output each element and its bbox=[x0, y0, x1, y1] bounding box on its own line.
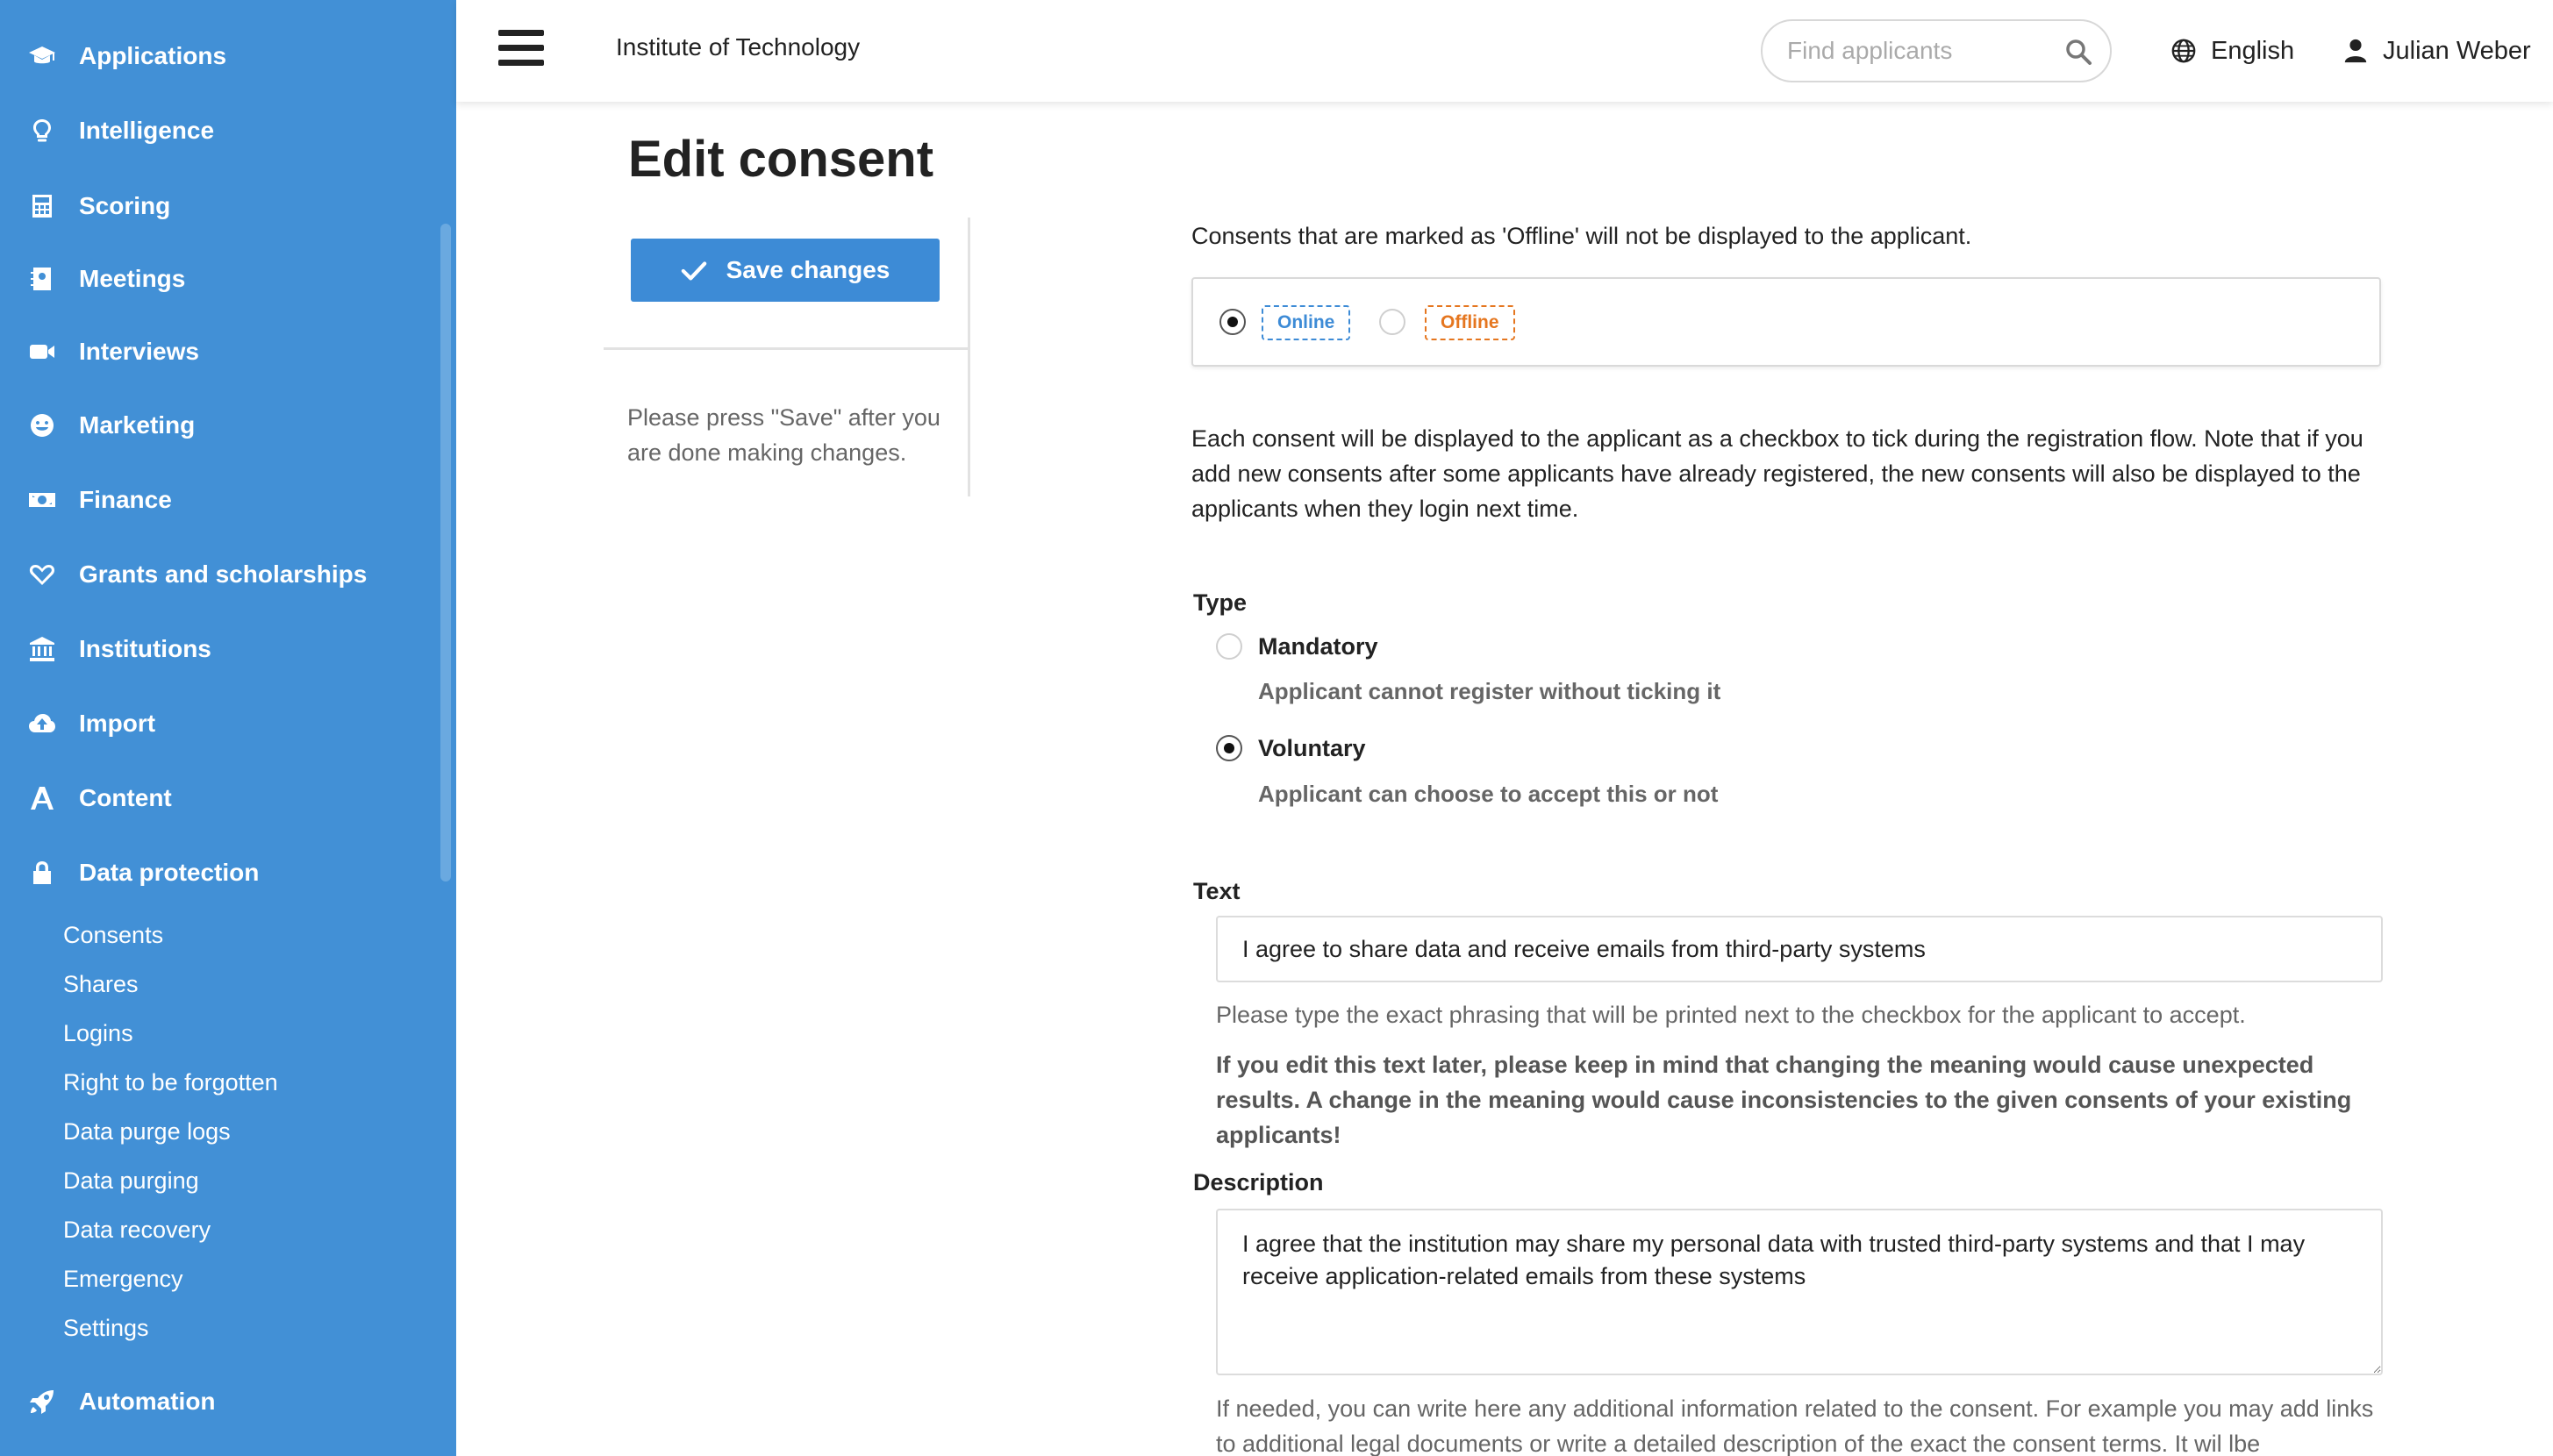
sidebar-item-label: Grants and scholarships bbox=[79, 560, 368, 588]
lock-icon bbox=[25, 855, 60, 890]
user-name: Julian Weber bbox=[2383, 36, 2531, 65]
sidebar-item-institutions[interactable] bbox=[25, 623, 211, 675]
sidebar-item-content[interactable] bbox=[25, 772, 172, 824]
description-textarea[interactable] bbox=[1216, 1209, 2383, 1375]
sidebar-item-finance[interactable] bbox=[25, 474, 172, 526]
language-selector[interactable] bbox=[2170, 26, 2294, 75]
sidebar-item-scoring[interactable] bbox=[25, 180, 170, 232]
voluntary-label[interactable]: Voluntary bbox=[1258, 735, 1366, 761]
smiley-icon bbox=[25, 408, 60, 443]
sidebar-item-label: Marketing bbox=[79, 411, 196, 439]
save-button[interactable] bbox=[631, 239, 940, 302]
sidebar-subitem-data-purging[interactable]: Data purging bbox=[63, 1167, 199, 1194]
sidebar-item-label: Content bbox=[79, 784, 172, 811]
organization-name: Institute of Technology bbox=[616, 33, 861, 61]
sidebar-subitem-settings[interactable]: Settings bbox=[63, 1314, 149, 1341]
money-bill-icon bbox=[25, 482, 60, 517]
sidebar-item-label: Finance bbox=[79, 486, 172, 513]
voluntary-radio[interactable] bbox=[1216, 735, 1242, 761]
sidebar-item-automation[interactable] bbox=[25, 1375, 216, 1428]
offline-badge[interactable]: Offline bbox=[1425, 305, 1515, 340]
text-help: Please type the exact phrasing that will be printed next to the checkbox for the applicant to accept. bbox=[1216, 1002, 2246, 1028]
sidebar-subitem-shares[interactable]: Shares bbox=[63, 970, 139, 997]
hamburger-menu-icon[interactable] bbox=[498, 30, 544, 70]
sidebar-item-label: Interviews bbox=[79, 338, 199, 365]
sidebar-subitem-right-to-be-forgotten[interactable]: Right to be forgotten bbox=[63, 1068, 278, 1096]
user-icon bbox=[2342, 38, 2369, 64]
mandatory-help: Applicant cannot register without ticking it bbox=[1258, 678, 1721, 704]
divider bbox=[968, 218, 970, 496]
text-label: Text bbox=[1193, 878, 1241, 904]
sidebar-item-label: Intelligence bbox=[79, 117, 215, 144]
description-help: If needed, you can write here any additional information related to the consent. For example you may add links to additional legal documents or write a detailed description of the exact the consent terms. It wil lbe bbox=[1216, 1395, 2374, 1456]
status-intro: Consents that are marked as 'Offline' will not be displayed to the applicant. bbox=[1191, 223, 1972, 249]
sidebar-item-label: Applications bbox=[79, 42, 227, 69]
address-book-icon bbox=[25, 261, 60, 296]
heart-icon bbox=[25, 557, 60, 592]
rocket-icon bbox=[25, 1384, 60, 1419]
video-camera-icon bbox=[25, 334, 60, 369]
lightbulb-icon bbox=[25, 113, 60, 148]
sidebar-item-meetings[interactable] bbox=[25, 253, 185, 305]
consent-text-input[interactable] bbox=[1216, 916, 2383, 982]
sidebar-item-applications[interactable] bbox=[25, 30, 226, 82]
sidebar-item-label: Automation bbox=[79, 1388, 216, 1415]
search-box bbox=[1761, 19, 2112, 82]
sidebar-item-label: Data protection bbox=[79, 859, 260, 886]
checkmark-icon bbox=[681, 257, 707, 283]
mandatory-label[interactable]: Mandatory bbox=[1258, 633, 1378, 660]
description-label: Description bbox=[1193, 1169, 1324, 1195]
search-icon[interactable] bbox=[2064, 38, 2092, 66]
globe-icon bbox=[2170, 38, 2197, 64]
sidebar-item-intelligence[interactable] bbox=[25, 104, 214, 157]
sidebar-subitem-logins[interactable]: Logins bbox=[63, 1019, 133, 1046]
info-paragraph: Each consent will be displayed to the applicant as a checkbox to tick during the registration flow. Note that if you add new consents after some applicants have already registered, the new consents will also be displayed to the applicants when they login next time. bbox=[1191, 425, 2363, 522]
top-header bbox=[456, 0, 2553, 102]
save-hint: Please press "Save" after you are done making changes. bbox=[627, 404, 940, 466]
sidebar-item-label: Meetings bbox=[79, 265, 186, 292]
divider bbox=[604, 347, 968, 350]
search-input[interactable] bbox=[1787, 33, 2050, 68]
sidebar-item-label: Import bbox=[79, 710, 156, 737]
cloud-upload-icon bbox=[25, 706, 60, 741]
sidebar-item-label: Institutions bbox=[79, 635, 211, 662]
type-label: Type bbox=[1193, 589, 1248, 616]
page-title: Edit consent bbox=[628, 131, 934, 188]
voluntary-help: Applicant can choose to accept this or not bbox=[1258, 781, 1719, 807]
font-icon bbox=[25, 781, 60, 816]
language-label: English bbox=[2211, 36, 2295, 65]
status-online-radio[interactable] bbox=[1219, 309, 1246, 335]
sidebar-scrollbar[interactable] bbox=[440, 224, 451, 881]
calculator-icon bbox=[25, 189, 60, 224]
online-badge[interactable]: Online bbox=[1262, 305, 1350, 340]
mandatory-radio[interactable] bbox=[1216, 633, 1242, 660]
sidebar-subitem-data-recovery[interactable]: Data recovery bbox=[63, 1216, 211, 1243]
save-button-label: Save changes bbox=[726, 256, 890, 283]
sidebar-subitem-emergency[interactable]: Emergency bbox=[63, 1265, 183, 1292]
sidebar-item-interviews[interactable] bbox=[25, 325, 199, 378]
status-selector bbox=[1191, 277, 2381, 367]
sidebar bbox=[0, 0, 456, 1456]
sidebar-subitem-consents[interactable]: Consents bbox=[63, 921, 164, 948]
sidebar-subitem-data-purge-logs[interactable]: Data purge logs bbox=[63, 1117, 231, 1145]
sidebar-item-marketing[interactable] bbox=[25, 399, 195, 452]
status-offline-radio[interactable] bbox=[1379, 309, 1405, 335]
sidebar-item-import[interactable] bbox=[25, 697, 155, 750]
bank-icon bbox=[25, 632, 60, 667]
user-menu[interactable] bbox=[2342, 26, 2531, 75]
text-warning: If you edit this text later, please keep in mind that changing the meaning would cause unexpected results. A change in the meaning would cause inconsistencies to the given consents of your existing applicants! bbox=[1216, 1052, 2352, 1148]
sidebar-item-label: Scoring bbox=[79, 192, 171, 219]
sidebar-item-data-protection[interactable] bbox=[25, 846, 259, 899]
sidebar-item-grants-and-scholarships[interactable] bbox=[25, 548, 367, 601]
graduation-cap-icon bbox=[25, 39, 60, 74]
